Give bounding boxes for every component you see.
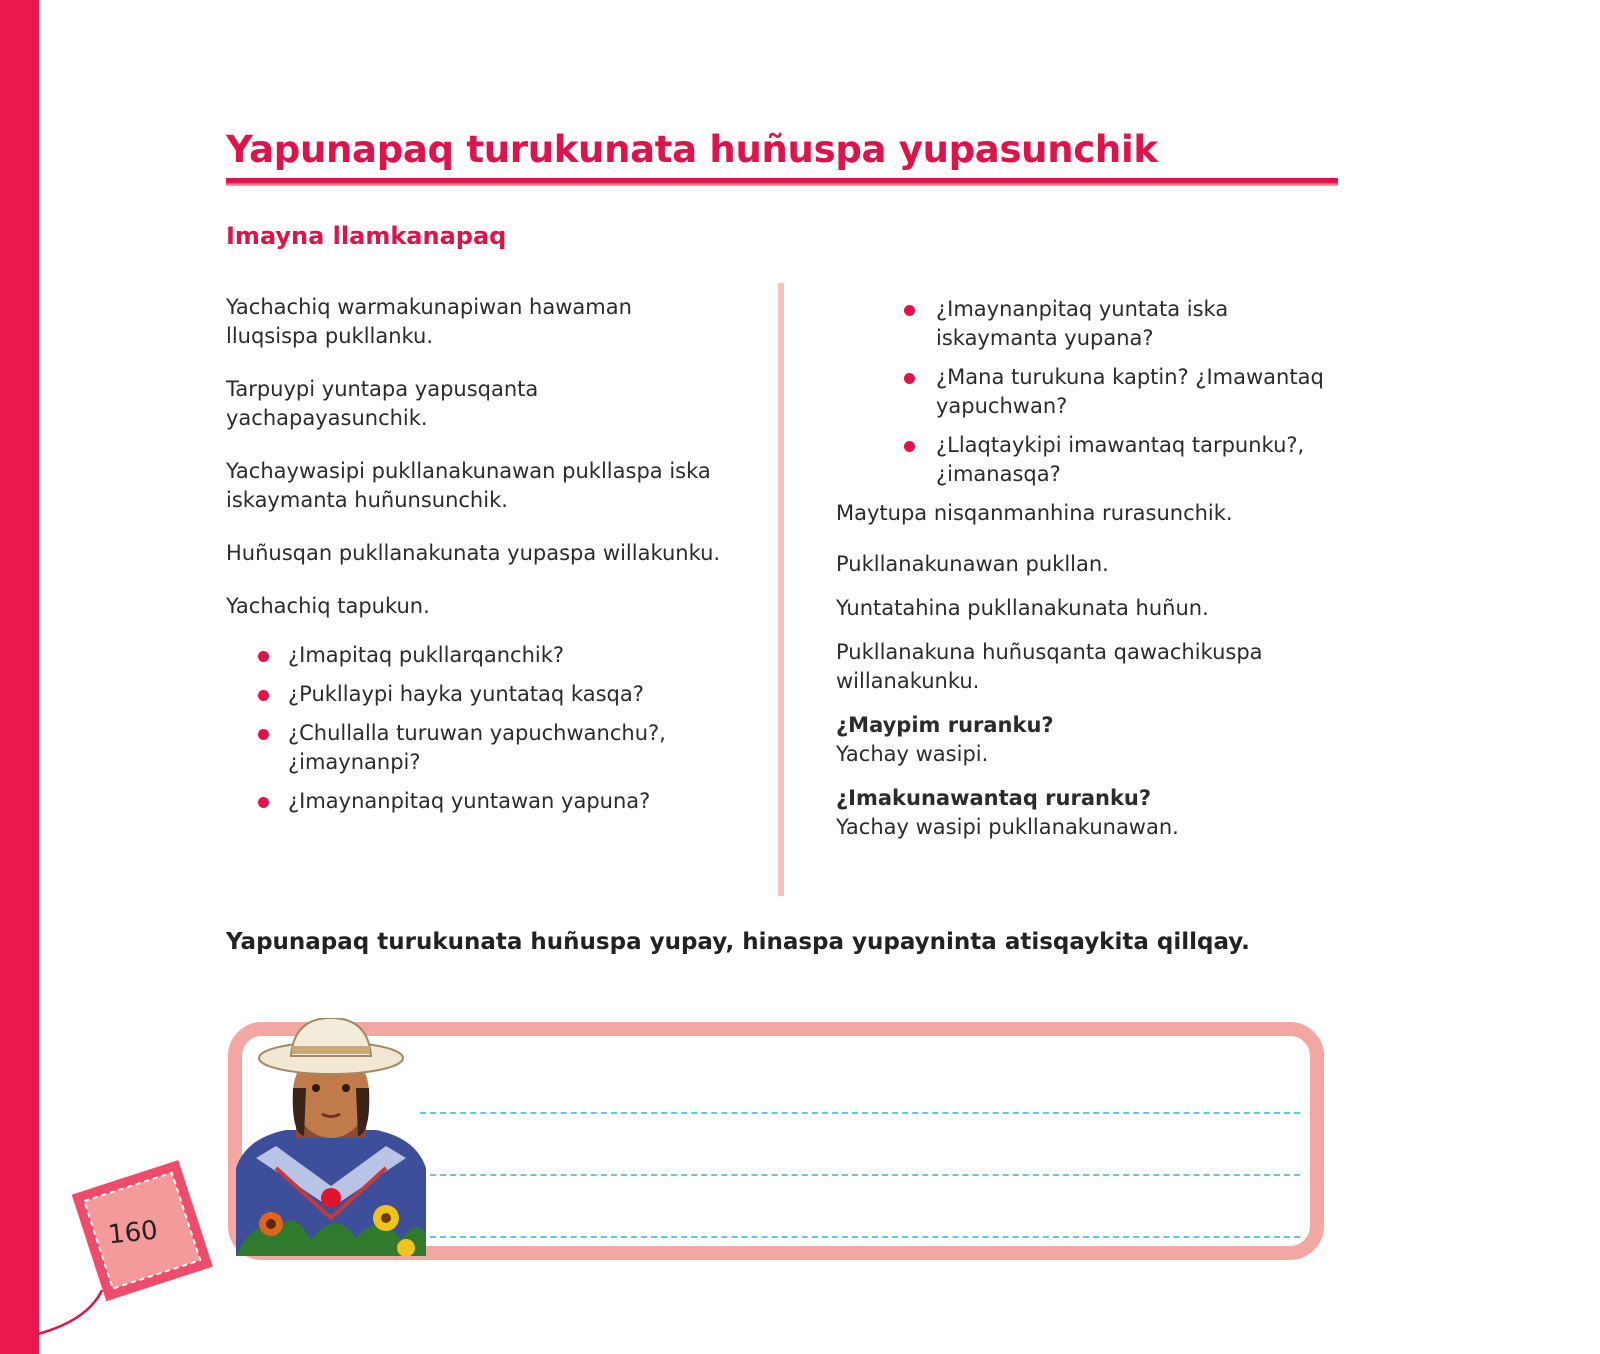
bullet-dot-icon (904, 441, 915, 452)
question-item (226, 641, 726, 670)
bullet-dot-icon (258, 797, 269, 808)
question-text: ¿Imaynanpitaq yuntata iska iskaymanta yupana? (936, 297, 1229, 350)
left-paragraph: Yachachiq tapukun. (226, 594, 430, 618)
question-text: ¿Mana turukuna kaptin? ¿Imawantaq yapuchwan? (936, 365, 1324, 418)
girl-illustration-icon (236, 1018, 426, 1256)
title-underline (226, 178, 1338, 186)
bullet-dot-icon (258, 729, 269, 740)
right-paragraph: Pukllanakuna huñusqanta qawachikuspa willanakunku. (836, 640, 1263, 693)
page-number: 160 (106, 1215, 160, 1251)
side-color-bar (0, 0, 39, 1354)
question-text: ¿Llaqtaykipi imawantaq tarpunku?, ¿imanasqa? (936, 433, 1305, 486)
right-paragraph: Yuntatahina pukllanakunata huñun. (836, 596, 1209, 620)
bullet-dot-icon (258, 651, 269, 662)
where-question: ¿Maypim ruranku? (836, 713, 1054, 737)
right-paragraph: Maytupa nisqanmanhina rurasunchik. (836, 501, 1233, 525)
page-title: Yapunapaq turukunata huñuspa yupasunchik (226, 128, 1158, 171)
writing-instruction: Yapunapaq turukunata huñuspa yupay, hinaspa yupayninta atisqaykita qillqay. (226, 929, 1250, 955)
left-column (226, 293, 726, 826)
left-paragraph: Yachachiq warmakunapiwan hawaman lluqsispa pukllanku. (226, 295, 632, 348)
question-item (872, 295, 1356, 353)
left-paragraph: Yachaywasipi pukllanakunawan pukllaspa iska iskaymanta huñunsunchik. (226, 459, 711, 512)
left-paragraph: Tarpuypi yuntapa yapusqanta yachapayasunchik. (226, 377, 539, 430)
right-column (836, 295, 1356, 857)
writing-line[interactable] (420, 1236, 1300, 1238)
question-item (872, 431, 1356, 489)
question-item (226, 680, 726, 709)
tag-string-icon (36, 1290, 116, 1354)
writing-line[interactable] (420, 1174, 1300, 1176)
column-divider (778, 283, 784, 896)
bullet-dot-icon (904, 373, 915, 384)
writing-line[interactable] (420, 1112, 1300, 1114)
where-answer: Yachay wasipi. (836, 742, 989, 766)
bullet-dot-icon (904, 305, 915, 316)
what-answer: Yachay wasipi pukllanakunawan. (836, 815, 1179, 839)
question-text: ¿Imapitaq pukllarqanchik? (288, 643, 565, 667)
question-item (226, 719, 726, 777)
question-text: ¿Pukllaypi hayka yuntataq kasqa? (288, 682, 644, 706)
question-item (872, 363, 1356, 421)
what-question: ¿Imakunawantaq ruranku? (836, 786, 1152, 810)
question-text: ¿Imaynanpitaq yuntawan yapuna? (288, 789, 651, 813)
left-paragraph: Huñusqan pukllanakunata yupaspa willakunku. (226, 541, 721, 565)
right-paragraph: Pukllanakunawan pukllan. (836, 552, 1109, 576)
right-question-list (872, 295, 1356, 489)
question-text: ¿Chullalla turuwan yapuchwanchu?, ¿imaynanpi? (288, 721, 666, 774)
left-question-list (226, 641, 726, 816)
question-item (226, 787, 726, 816)
bullet-dot-icon (258, 690, 269, 701)
section-heading: Imayna llamkanapaq (226, 222, 507, 250)
